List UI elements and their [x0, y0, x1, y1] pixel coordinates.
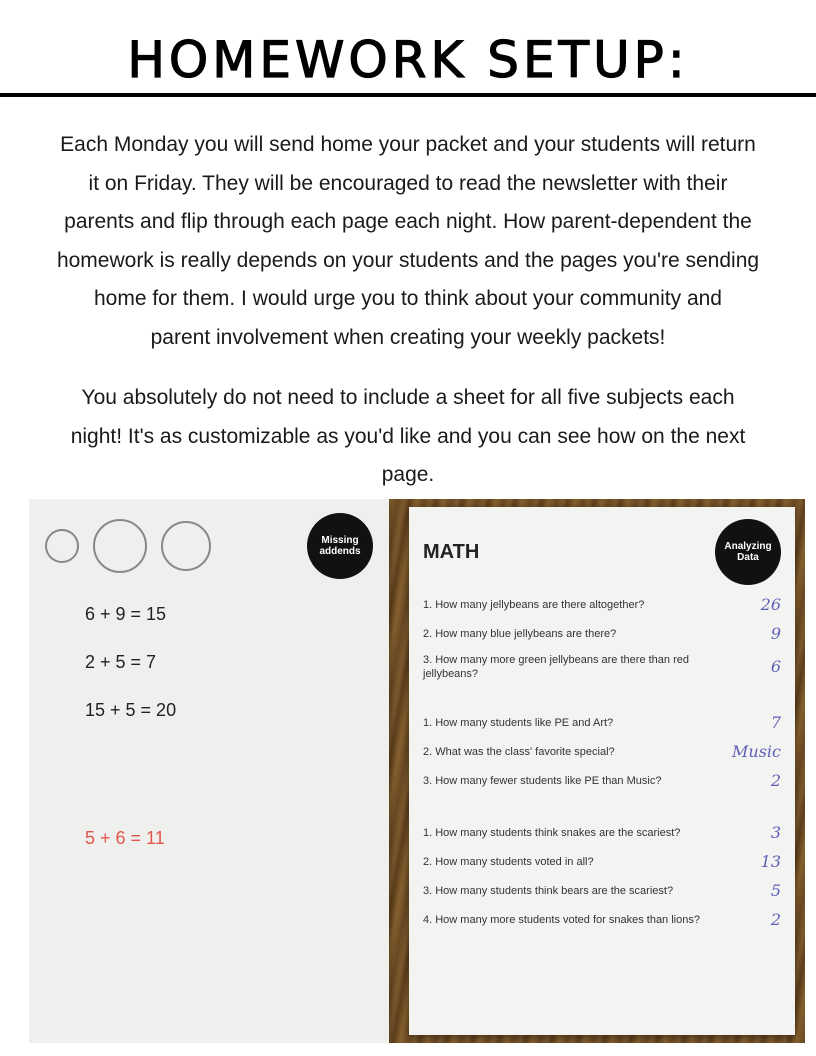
text-line: parents and flip through each page each night. How parent-dependent the: [64, 210, 752, 234]
equation: 2 + 5 = 7: [85, 652, 157, 672]
question: 2. How many students voted in all?: [423, 856, 594, 868]
question: 2. How many blue jellybeans are there?: [423, 628, 617, 640]
section-gap: [423, 800, 781, 814]
equation: 15 + 5 = 20: [85, 700, 177, 720]
title-divider: [0, 93, 816, 97]
worksheet-title: MATH: [423, 540, 480, 563]
question: 1. How many jellybeans are there altogether?: [423, 599, 645, 611]
missing-addends-badge: Missing addends: [307, 513, 373, 579]
worksheet-header: [45, 513, 373, 579]
answer: 2: [770, 910, 781, 929]
answer: 26: [760, 595, 781, 614]
intro-paragraph: [0, 126, 816, 358]
question-row: [423, 713, 781, 733]
answer: 2: [770, 771, 781, 790]
answer: 7: [770, 713, 781, 732]
question-row: [423, 771, 781, 791]
page-title: HOMEWORK SETUP:: [127, 31, 689, 89]
answer: 3: [770, 823, 781, 842]
answer: 9: [770, 624, 781, 643]
question-row: [423, 595, 781, 615]
text-line: Each Monday you will send home your packet and your students will return: [60, 133, 756, 156]
question: 3. How many more green jellybeans are there than red jellybeans?: [423, 654, 689, 680]
question: 1. How many students think snakes are the scariest?: [423, 827, 681, 839]
number-bonds: [45, 519, 211, 573]
answer: 6: [770, 657, 781, 676]
worksheet-header: [423, 519, 781, 585]
text-line: home for them. I would urge you to think about your community and: [93, 287, 722, 311]
question-row: [423, 910, 781, 930]
number-bond-circle: [45, 529, 79, 563]
question-row: [423, 852, 781, 872]
answer: Music: [732, 742, 781, 761]
text-line: homework is really depends on your students and the pages you're sending: [56, 248, 760, 272]
equations: [45, 603, 373, 849]
question: 1. How many students like PE and Art?: [423, 717, 614, 729]
question: 3. How many fewer students like PE than Music?: [423, 775, 662, 787]
text-line: page.: [381, 463, 435, 487]
text-line: night! It's as customizable as you'd like and you can see how on the next: [70, 424, 746, 448]
question-row: [423, 653, 781, 681]
missing-addends-worksheet: [29, 499, 389, 1043]
question-row: [423, 624, 781, 644]
answer: 5: [770, 881, 781, 900]
number-bond-circle: [161, 521, 211, 571]
question: 4. How many more students voted for snakes than lions?: [423, 914, 700, 926]
question-row: [423, 881, 781, 901]
text-line: parent involvement when creating your weekly packets!: [150, 325, 666, 349]
equation: 6 + 9 = 15: [85, 604, 167, 624]
question-row: [423, 742, 781, 762]
text-line: it on Friday. They will be encouraged to read the newsletter with their: [88, 171, 728, 195]
analyzing-data-badge: Analyzing Data: [715, 519, 781, 585]
section-gap: [423, 690, 781, 704]
question-list: [423, 595, 781, 930]
homework-packet-photo: [29, 499, 805, 1043]
answer: 13: [760, 852, 781, 871]
customization-paragraph: [0, 379, 816, 495]
question: 3. How many students think bears are the scariest?: [423, 885, 674, 897]
number-bond-circle: [93, 519, 147, 573]
question-row: [423, 823, 781, 843]
text-line: You absolutely do not need to include a sheet for all five subjects each: [81, 386, 735, 409]
math-analyzing-data-worksheet: [409, 507, 795, 1035]
question: 2. What was the class' favorite special?: [423, 746, 615, 758]
equation: 5 + 6 = 11: [85, 828, 165, 848]
